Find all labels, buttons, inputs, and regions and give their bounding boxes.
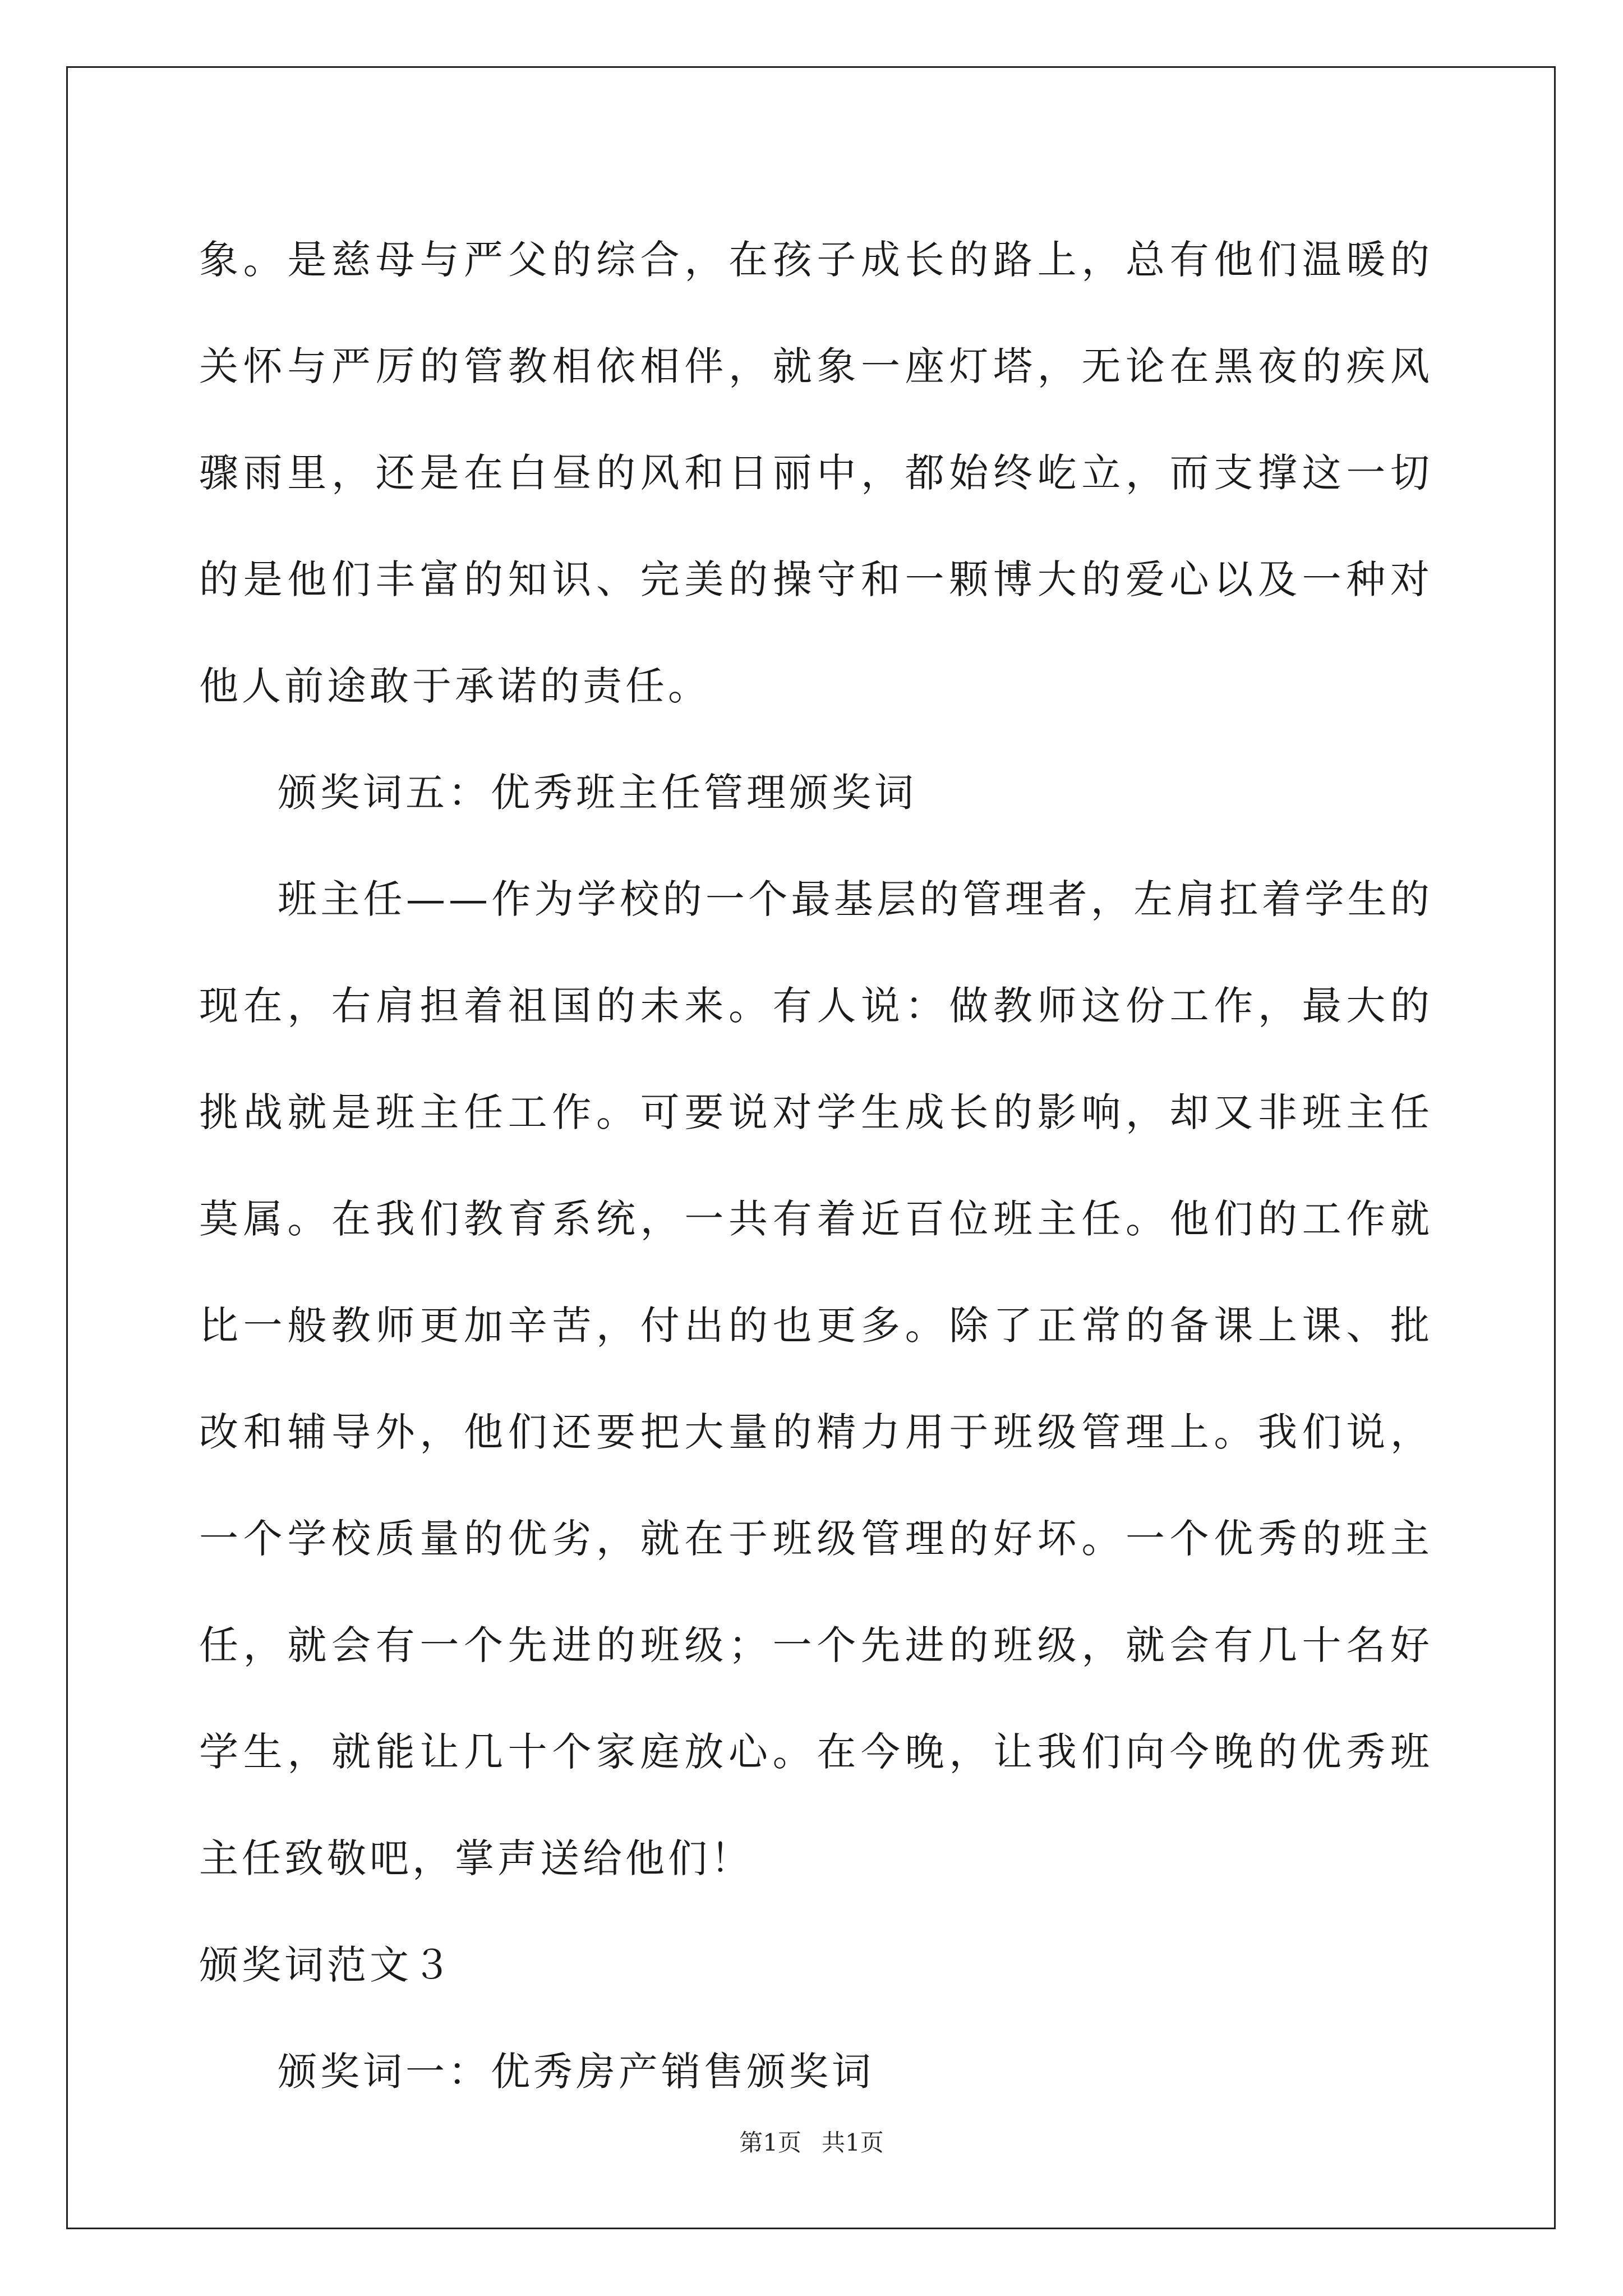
sample-heading-three: 颁奖词范文３ xyxy=(199,1942,455,1988)
page-number-current: 第1页 xyxy=(739,2129,801,2156)
paragraph-continuation: 象。是慈母与严父的综合，在孩子成长的路上，总有他们温暖的关怀与严厉的管教相依相伴，就象一座灯塔，无论在黑夜的疾风骤雨里，还是在白昼的风和日丽中，都始终屹立，而支撑这一切的是他们丰富的知识、完美的操守和一颗博大的爱心以及一种对他人前途敢于承诺的责任。 xyxy=(199,237,1433,709)
section-heading-one: 颁奖词一：优秀房产销售颁奖词 xyxy=(278,2049,874,2095)
paragraph-head-teacher: 班主任——作为学校的一个最基层的管理者，左肩扛着学生的现在，右肩担着祖国的未来。有人说：做教师这份工作，最大的挑战就是班主任工作。可要说对学生成长的影响，却又非班主任莫属。在我们教育系统，一共有着近百位班主任。他们的工作就比一般教师更加辛苦，付出的也更多。除了正常的备课上课、批改和辅导外，他们还要把大量的精力用于班级管理上。我们说，一个学校质量的优劣，就在于班级管理的好坏。一个优秀的班主任，就会有一个先进的班级；一个先进的班级，就会有几十名好学生，就能让几十个家庭放心。在今晚，让我们向今晚的优秀班主任致敬吧，掌声送给他们！ xyxy=(199,876,1433,1881)
section-heading-five: 颁奖词五：优秀班主任管理颁奖词 xyxy=(278,770,917,816)
page-footer xyxy=(0,2126,1623,2160)
page-number-total: 共1页 xyxy=(822,2129,884,2156)
document-body xyxy=(199,206,1433,2125)
